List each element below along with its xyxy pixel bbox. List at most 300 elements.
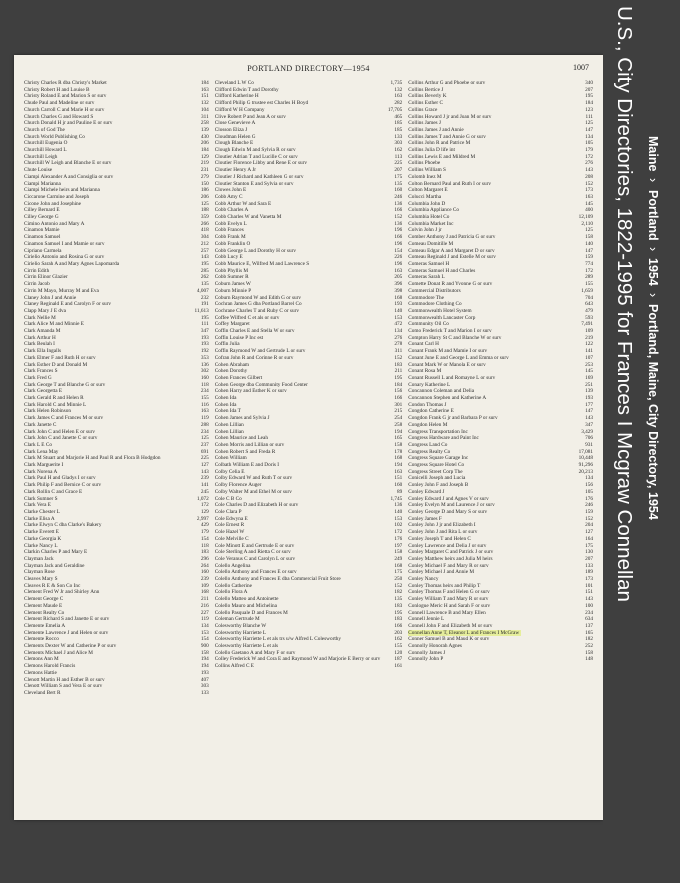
directory-entry bbox=[215, 348, 403, 355]
entry-value: 151 bbox=[585, 589, 594, 596]
entry-name: Clemons Ann M bbox=[24, 656, 59, 663]
entry-value: 12,109 bbox=[578, 214, 594, 221]
directory-entry bbox=[24, 214, 209, 221]
entry-value: 132 bbox=[394, 86, 403, 93]
directory-entry bbox=[408, 127, 593, 134]
directory-entry bbox=[24, 114, 209, 121]
entry-name: Clough Blanche E bbox=[214, 140, 254, 147]
entry-value: 139 bbox=[585, 388, 594, 395]
entry-name: Clayman Rose bbox=[24, 569, 55, 576]
entry-name: Churchill Eugenia O bbox=[24, 140, 68, 147]
entry-name: Colby Walter M and Ethel M or surv bbox=[214, 488, 292, 495]
entry-value: 154 bbox=[200, 636, 209, 643]
entry-value: 900 bbox=[200, 643, 209, 650]
directory-entry bbox=[24, 147, 209, 154]
directory-entry bbox=[408, 455, 593, 462]
entry-value: 634 bbox=[585, 616, 594, 623]
directory-entry bbox=[215, 234, 403, 241]
entry-name: Chude Paul and Madeline or surv bbox=[24, 100, 95, 107]
directory-entry bbox=[24, 368, 209, 375]
directory-entry bbox=[215, 583, 403, 590]
directory-entry bbox=[408, 295, 593, 302]
directory-entry bbox=[24, 636, 209, 643]
directory-entry bbox=[215, 469, 403, 476]
entry-name: Cobb Frances bbox=[214, 227, 244, 234]
entry-value: 239 bbox=[200, 475, 209, 482]
entry-value: 185 bbox=[394, 120, 403, 127]
entry-value: 127 bbox=[200, 462, 209, 469]
entry-value: 249 bbox=[394, 555, 403, 562]
entry-value: 212 bbox=[200, 240, 209, 247]
breadcrumb bbox=[646, 136, 660, 520]
entry-name: Congress Square Hotel Co bbox=[408, 462, 465, 469]
entry-name: Church Donald H jr and Pauline E or surv bbox=[24, 120, 113, 127]
entry-name: Conley Lawrence and Delia J or surv bbox=[408, 542, 487, 549]
directory-entry bbox=[24, 355, 209, 362]
directory-entry bbox=[215, 422, 403, 429]
directory-entry bbox=[408, 241, 593, 248]
directory-entry bbox=[24, 295, 209, 302]
entry-name: Cochran James G dba Portland Barrel Co bbox=[214, 301, 302, 308]
directory-column-3 bbox=[408, 80, 593, 802]
entry-value: 195 bbox=[394, 374, 403, 381]
directory-entry bbox=[24, 462, 209, 469]
entry-name: Clemente Emelia A bbox=[24, 622, 66, 629]
entry-value: 182 bbox=[394, 589, 403, 596]
entry-value: 1,072 bbox=[196, 495, 209, 502]
entry-value: 429 bbox=[200, 522, 209, 529]
directory-entry bbox=[408, 348, 593, 355]
directory-entry bbox=[24, 670, 209, 677]
entry-name: Clark Arthur H bbox=[24, 334, 56, 341]
entry-name: Clenott William S and Vera E or surv bbox=[24, 683, 103, 690]
entry-value: 407 bbox=[200, 676, 209, 683]
directory-entry bbox=[408, 120, 593, 127]
directory-entry bbox=[215, 663, 403, 670]
entry-name: Comber Anthony J and Patricia G or surv bbox=[408, 234, 496, 241]
entry-value: 152 bbox=[585, 515, 594, 522]
directory-entry bbox=[215, 341, 403, 348]
entry-value: 20,213 bbox=[578, 468, 594, 475]
entry-value: 227 bbox=[200, 609, 209, 616]
entry-name: Collins James J and Annie bbox=[408, 126, 464, 133]
entry-name: Clarke Chester L bbox=[24, 509, 60, 515]
entry-name: Conant Carl H bbox=[408, 341, 439, 348]
entry-name: Cohen Lillian bbox=[214, 428, 244, 435]
directory-entry bbox=[215, 489, 403, 496]
entry-value: 145 bbox=[585, 368, 594, 375]
entry-name: Commodore The bbox=[408, 294, 444, 301]
directory-entry bbox=[408, 630, 593, 637]
entry-name: Clark Sumner S bbox=[24, 495, 58, 502]
directory-entry bbox=[408, 442, 593, 449]
entry-name: Columbia John D bbox=[408, 200, 446, 207]
entry-name: Clark Marguerite I bbox=[24, 462, 64, 469]
directory-entry bbox=[215, 429, 403, 436]
directory-entry bbox=[24, 529, 209, 536]
directory-entry bbox=[24, 281, 209, 288]
entry-value: 704 bbox=[585, 294, 594, 301]
entry-value: 245 bbox=[200, 488, 209, 495]
entry-name: Conlogue Meric H and Sarah F or surv bbox=[408, 602, 491, 609]
directory-entry bbox=[408, 234, 593, 241]
directory-entry bbox=[24, 596, 209, 603]
entry-name: Clifford Philip G trustee est Charles H Boyd bbox=[214, 100, 309, 107]
entry-name: Clough Edwin M and Sylvia R or surv bbox=[214, 147, 296, 154]
directory-entry bbox=[215, 321, 403, 328]
entry-value: 143 bbox=[585, 167, 594, 174]
directory-page-image[interactable] bbox=[14, 55, 603, 820]
entry-value: 100 bbox=[585, 602, 594, 609]
directory-entry bbox=[215, 636, 403, 643]
entry-name: Cimino Antonio and Mary A bbox=[24, 220, 85, 227]
directory-entry bbox=[408, 227, 593, 234]
directory-entry bbox=[408, 589, 593, 596]
entry-value: 183 bbox=[394, 616, 403, 623]
entry-name: Cobb Lucy E bbox=[214, 254, 243, 261]
entry-value: 206 bbox=[200, 193, 209, 200]
entry-name: Collins Arthur G and Phoebe or surv bbox=[408, 80, 486, 86]
entry-name: Conant Mark W or Manola E or surv bbox=[408, 361, 486, 368]
directory-entry bbox=[24, 248, 209, 255]
entry-name: Commercial Distributors bbox=[408, 287, 461, 294]
entry-value: 140 bbox=[394, 307, 403, 314]
entry-value: 774 bbox=[585, 260, 594, 267]
directory-entry bbox=[215, 650, 403, 657]
entry-name: Cobb Arthur W and Sara E bbox=[214, 200, 272, 207]
entry-value: 353 bbox=[200, 354, 209, 361]
entry-name: Cloutier Adrian T and Lucille C or surv bbox=[214, 153, 298, 160]
entry-value: 152 bbox=[394, 214, 403, 221]
entry-name: Clark Georgetta E bbox=[24, 388, 63, 395]
entry-name: Ciccarone Carmine and Joseph bbox=[24, 193, 90, 200]
entry-name: Cole Clara P bbox=[214, 509, 242, 515]
entry-name: Cohen Maurice and Leah bbox=[214, 435, 268, 442]
directory-entry bbox=[215, 274, 403, 281]
directory-entry bbox=[408, 221, 593, 228]
directory-entry bbox=[24, 167, 209, 174]
entry-name: Church Charles G and Howard S bbox=[24, 113, 94, 120]
directory-entry bbox=[408, 207, 593, 214]
entry-name: Commodore Clothing Co bbox=[408, 301, 462, 308]
entry-name: Connell Lawrence B and Mary Ellen bbox=[408, 609, 486, 616]
entry-name: Cochrane Charles T and Ruby C or surv bbox=[214, 307, 299, 314]
directory-entry bbox=[24, 616, 209, 623]
directory-entry bbox=[408, 435, 593, 442]
directory-entry bbox=[215, 207, 403, 214]
entry-value: 151 bbox=[394, 475, 403, 482]
entry-name: Cirielio Sarah A and Mary Agnes Lapomarda bbox=[24, 260, 120, 267]
directory-entry bbox=[408, 107, 593, 114]
directory-entry bbox=[408, 321, 593, 328]
entry-value: 136 bbox=[200, 361, 209, 368]
directory-entry bbox=[215, 496, 403, 503]
directory-entry bbox=[215, 355, 403, 362]
entry-value: 129 bbox=[200, 153, 209, 160]
entry-value: 152 bbox=[394, 354, 403, 361]
directory-entry bbox=[408, 536, 593, 543]
directory-entry bbox=[24, 623, 209, 630]
entry-value: 398 bbox=[394, 287, 403, 294]
directory-entry bbox=[215, 100, 403, 107]
entry-value: 165 bbox=[585, 629, 594, 636]
entry-value: 194 bbox=[394, 428, 403, 435]
entry-name: Colesworthy Harriette L et als bbox=[214, 643, 279, 650]
directory-entry bbox=[24, 201, 209, 208]
entry-name: Comeras Samuel H bbox=[408, 260, 450, 267]
directory-entry bbox=[24, 402, 209, 409]
entry-value: 246 bbox=[585, 502, 594, 509]
entry-value: 147 bbox=[585, 408, 594, 415]
collection-title: U.S., City Directories, 1822-1995 for Frances I Mcgraw Connellan bbox=[613, 6, 636, 602]
entry-name: Clement Richard S and Janette E or surv bbox=[24, 616, 110, 623]
directory-entry bbox=[408, 563, 593, 570]
entry-name: Colello Matteo and Antoinette bbox=[214, 596, 279, 603]
entry-name: Claney John J and Annie bbox=[24, 294, 77, 301]
entry-name: Colello Angelina bbox=[214, 562, 251, 569]
directory-entry bbox=[408, 516, 593, 523]
entry-value: 226 bbox=[394, 254, 403, 261]
entry-name: Colesworthy Blanche W bbox=[214, 622, 267, 629]
entry-name: Colomb Inez M bbox=[408, 173, 442, 180]
directory-entry bbox=[24, 663, 209, 670]
entry-name: Cohen James and Sylvia J bbox=[214, 415, 270, 422]
directory-entry bbox=[24, 489, 209, 496]
entry-name: Collins Grace bbox=[408, 106, 438, 113]
directory-entry bbox=[408, 475, 593, 482]
entry-name: Connell Jennie L bbox=[408, 616, 445, 623]
entry-value: 125 bbox=[200, 435, 209, 442]
entry-name: Congdon Helen M bbox=[408, 421, 448, 428]
directory-entry bbox=[24, 408, 209, 415]
entry-value: 178 bbox=[394, 448, 403, 455]
entry-value: 153 bbox=[200, 629, 209, 636]
directory-entry bbox=[24, 241, 209, 248]
entry-value: 340 bbox=[585, 80, 594, 86]
entry-value: 120 bbox=[394, 649, 403, 656]
entry-value: 163 bbox=[394, 93, 403, 100]
entry-value: 931 bbox=[585, 441, 594, 448]
directory-entry bbox=[408, 656, 593, 663]
directory-entry bbox=[215, 295, 403, 302]
entry-value: 472 bbox=[394, 321, 403, 328]
entry-value: 127 bbox=[585, 529, 594, 536]
entry-name: Colesworthy Harriette L bbox=[214, 629, 267, 636]
directory-entry bbox=[408, 100, 593, 107]
entry-value: 183 bbox=[200, 549, 209, 556]
entry-name: Cohen Robert S and Freda R bbox=[214, 448, 276, 455]
entry-value: 207 bbox=[394, 167, 403, 174]
entry-name: Conley Joseph T and Helen C bbox=[408, 535, 471, 542]
entry-value: 194 bbox=[200, 663, 209, 670]
entry-name: Cobb Evelyn L bbox=[214, 220, 247, 227]
entry-value: 175 bbox=[394, 173, 403, 180]
directory-entry bbox=[408, 154, 593, 161]
entry-value: 706 bbox=[585, 435, 594, 442]
entry-value: 89 bbox=[397, 488, 403, 495]
directory-entry bbox=[215, 442, 403, 449]
entry-value: 262 bbox=[200, 274, 209, 281]
entry-value: 136 bbox=[394, 220, 403, 227]
directory-entry bbox=[408, 160, 593, 167]
directory-entry bbox=[408, 469, 593, 476]
entry-value: 184 bbox=[200, 80, 209, 86]
entry-name: Conley Nancy bbox=[408, 576, 439, 583]
entry-name: Comeras Sarah L bbox=[408, 274, 445, 281]
directory-entry bbox=[215, 475, 403, 482]
entry-name: Conant June E and George L and Emma or surv bbox=[408, 354, 509, 361]
entry-name: Comeau Domitille M bbox=[408, 240, 454, 247]
directory-entry bbox=[215, 80, 403, 87]
directory-entry bbox=[24, 362, 209, 369]
entry-name: Coffey Margaret bbox=[214, 321, 250, 328]
entry-name: Christy Charles R dba Christy's Market bbox=[24, 80, 107, 86]
directory-entry bbox=[24, 328, 209, 335]
entry-value: 109 bbox=[200, 582, 209, 589]
entry-name: Colello Flora A bbox=[214, 589, 248, 596]
entry-name: Christy Roland E and Marion S or surv bbox=[24, 93, 107, 100]
entry-value: 148 bbox=[585, 656, 594, 663]
entry-value: 111 bbox=[201, 321, 209, 328]
entry-name: Clemente Lawrence J and Helen or surv bbox=[24, 629, 109, 636]
entry-value: 211 bbox=[201, 596, 209, 603]
entry-name: Cleveland L W Co bbox=[214, 80, 254, 86]
directory-entry bbox=[215, 268, 403, 275]
entry-name: Cohen Frances Gilbert bbox=[214, 374, 263, 381]
directory-entry bbox=[24, 435, 209, 442]
directory-entry bbox=[24, 583, 209, 590]
directory-entry bbox=[408, 623, 593, 630]
entry-name: Coffin Charles E and Stella W or surv bbox=[214, 328, 295, 335]
directory-entry bbox=[24, 308, 209, 315]
directory-entry bbox=[24, 261, 209, 268]
entry-value: 116 bbox=[201, 401, 209, 408]
entry-value: 151 bbox=[200, 93, 209, 100]
entry-value: 264 bbox=[200, 562, 209, 569]
entry-name: Collins Esther C bbox=[408, 100, 443, 107]
directory-entry bbox=[24, 656, 209, 663]
entry-name: Clark John C and Janette C or surv bbox=[24, 435, 98, 442]
entry-name: Claney Reginald E and Carolyn F or surv bbox=[24, 301, 112, 308]
entry-value: 465 bbox=[394, 113, 403, 120]
entry-value: 113 bbox=[394, 153, 403, 160]
entry-name: Cipriano Carmela bbox=[24, 247, 62, 254]
directory-entry bbox=[215, 415, 403, 422]
entry-name: Commonwealth Hotel System bbox=[408, 307, 472, 314]
entry-name: Conley Edward J bbox=[408, 488, 445, 495]
entry-value: 130 bbox=[585, 549, 594, 556]
directory-column-1 bbox=[24, 80, 209, 802]
breadcrumb-year[interactable]: 1954 bbox=[646, 258, 660, 287]
entry-value: 396 bbox=[394, 281, 403, 288]
entry-value: 207 bbox=[585, 555, 594, 562]
entry-value: 160 bbox=[200, 374, 209, 381]
directory-entry bbox=[24, 603, 209, 610]
entry-value: 205 bbox=[394, 274, 403, 281]
entry-value: 195 bbox=[200, 314, 209, 321]
directory-entry bbox=[408, 583, 593, 590]
directory-entry bbox=[408, 194, 593, 201]
directory-entry bbox=[408, 650, 593, 657]
entry-name: Clark Frances S bbox=[24, 368, 58, 375]
entry-value: 303 bbox=[200, 683, 209, 690]
directory-entry bbox=[408, 395, 593, 402]
entry-name: Clark Philip F and Bernice C or surv bbox=[24, 482, 102, 489]
entry-name: Colbath William E and Doris I bbox=[214, 462, 280, 469]
entry-name: Clarke Elwyn C dba Clarke's Bakery bbox=[24, 522, 102, 529]
directory-entry bbox=[215, 522, 403, 529]
breadcrumb-city[interactable]: Portland bbox=[646, 189, 660, 241]
entry-value: 186 bbox=[200, 187, 209, 194]
directory-entry bbox=[215, 589, 403, 596]
entry-value: 145 bbox=[585, 200, 594, 207]
entry-value: 119 bbox=[201, 415, 209, 422]
directory-entry bbox=[24, 335, 209, 342]
entry-value: 4,007 bbox=[196, 287, 209, 294]
directory-entry bbox=[24, 321, 209, 328]
entry-name: Cohen Morris and Lillian or surv bbox=[214, 441, 285, 448]
entry-value: 239 bbox=[200, 576, 209, 583]
entry-value: 140 bbox=[585, 240, 594, 247]
directory-entry bbox=[408, 569, 593, 576]
directory-entry bbox=[215, 630, 403, 637]
entry-value: 134 bbox=[585, 475, 594, 482]
directory-entry bbox=[408, 610, 593, 617]
directory-entry bbox=[408, 328, 593, 335]
directory-entry bbox=[24, 395, 209, 402]
entry-name: Clark Alice M and Minnie E bbox=[24, 321, 84, 328]
directory-entry bbox=[215, 167, 403, 174]
entry-value: 211 bbox=[394, 368, 403, 375]
entry-value: 125 bbox=[200, 200, 209, 207]
directory-entry bbox=[24, 650, 209, 657]
entry-value: 276 bbox=[585, 160, 594, 167]
entry-name: Conant Rosa M bbox=[408, 368, 442, 375]
entry-value: 160 bbox=[394, 482, 403, 489]
directory-entry bbox=[408, 201, 593, 208]
entry-value: 136 bbox=[394, 502, 403, 509]
entry-value: 479 bbox=[585, 307, 594, 314]
directory-entry bbox=[408, 268, 593, 275]
entry-value: 347 bbox=[200, 328, 209, 335]
directory-entry bbox=[24, 207, 209, 214]
entry-name: Clark Nellie M bbox=[24, 314, 56, 321]
entry-name: Ciampi Marianna bbox=[24, 180, 61, 187]
entry-name: Church Carroll C and Marie H or surv bbox=[24, 106, 105, 113]
directory-entry bbox=[24, 93, 209, 100]
entry-name: Colello Anthony and Frances E or surv bbox=[214, 569, 297, 576]
entry-name: Clive Robert P and Jean A or surv bbox=[214, 113, 286, 120]
entry-value: 285 bbox=[200, 267, 209, 274]
entry-value: 119 bbox=[201, 616, 209, 623]
entry-name: Cicone John and Josephine bbox=[24, 200, 82, 207]
directory-entry bbox=[215, 214, 403, 221]
entry-value: 122 bbox=[585, 341, 594, 348]
directory-entry bbox=[24, 221, 209, 228]
entry-value: 253 bbox=[585, 361, 594, 368]
entry-value: 219 bbox=[200, 160, 209, 167]
entry-value: 593 bbox=[585, 314, 594, 321]
directory-entry bbox=[408, 429, 593, 436]
entry-value: 182 bbox=[585, 636, 594, 643]
directory-entry bbox=[215, 435, 403, 442]
breadcrumb-state[interactable]: Maine bbox=[646, 136, 660, 172]
directory-entry bbox=[408, 509, 593, 516]
entry-name: Coffee Wilfred C et als or surv bbox=[214, 314, 280, 321]
entry-name: Clark Amanda M bbox=[24, 328, 61, 335]
entry-value: 276 bbox=[394, 334, 403, 341]
entry-value: 175 bbox=[585, 542, 594, 549]
